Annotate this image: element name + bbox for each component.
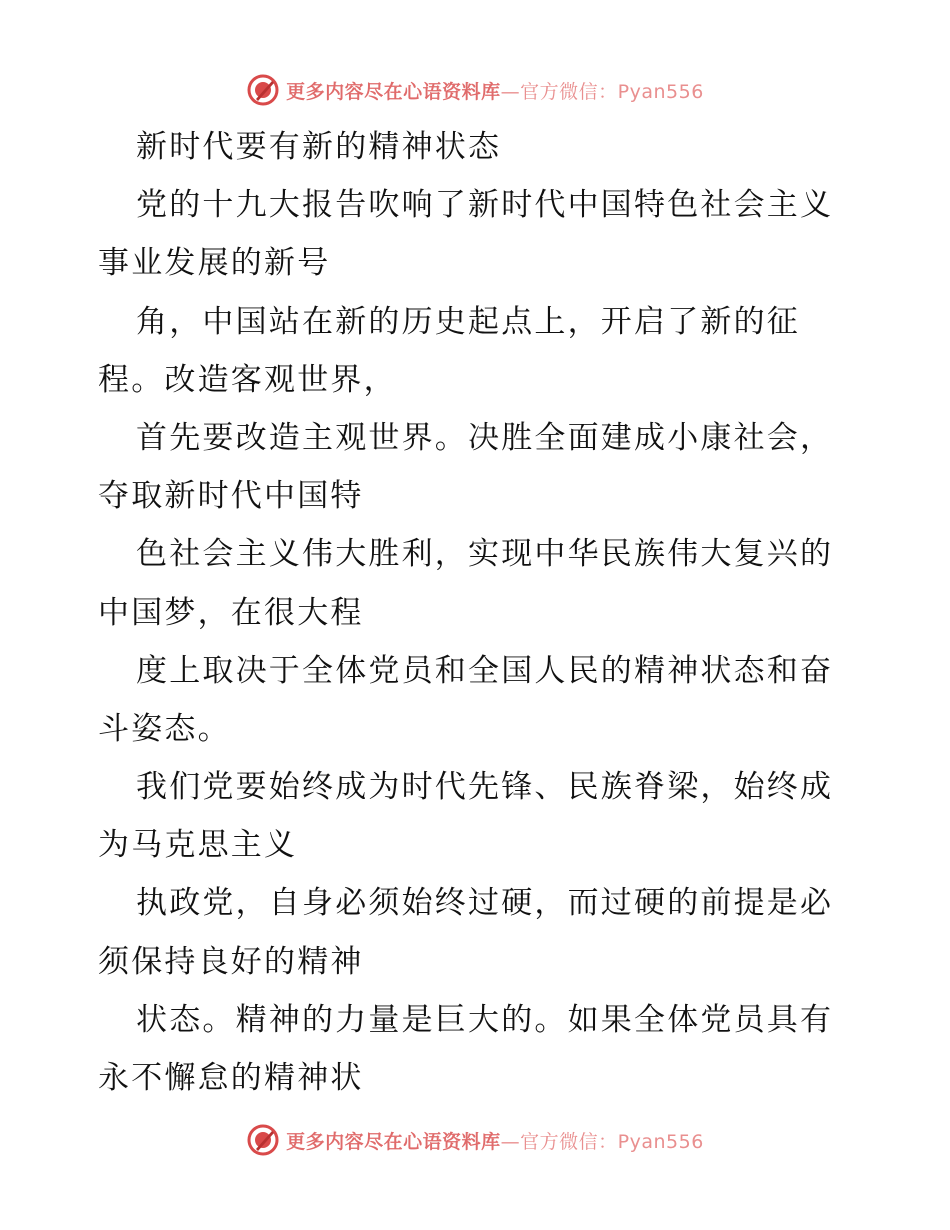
- red-quill-seal-icon: [246, 1123, 280, 1157]
- text-line: 斗姿态。: [98, 710, 231, 747]
- text-line: 色社会主义伟大胜利，实现中华民族伟大复兴的: [136, 536, 834, 573]
- text-line: 新时代要有新的精神状态: [136, 129, 502, 165]
- text-line: 党的十九大报告吹响了新时代中国特色社会主义: [136, 187, 834, 224]
- text-line: 角，中国站在新的历史起点上，开启了新的征: [136, 303, 800, 340]
- footer-watermark: [0, 1120, 950, 1160]
- text-line: 程。改造客观世界，: [98, 361, 397, 398]
- document-body: [98, 118, 858, 1107]
- text-line: 首先要改造主观世界。决胜全面建成小康社会，: [136, 419, 834, 456]
- text-line: 事业发展的新号: [98, 245, 331, 282]
- text-line: 我们党要始终成为时代先锋、民族脊梁，始终成: [136, 769, 834, 806]
- text-line: 为马克思主义: [98, 827, 298, 864]
- watermark-brand: 更多内容尽在心语资料库: [286, 80, 501, 103]
- watermark-suffix: —官方微信：Pyan556: [500, 1130, 704, 1153]
- text-line: 状态。精神的力量是巨大的。如果全体党员具有: [136, 1001, 834, 1038]
- text-line: 须保持良好的精神: [98, 943, 364, 980]
- text-line: 中国梦，在很大程: [98, 594, 364, 631]
- watermark-brand: 更多内容尽在心语资料库: [286, 1130, 501, 1153]
- text-line: 永不懈怠的精神状: [98, 1060, 364, 1096]
- text-line: 度上取决于全体党员和全国人民的精神状态和奋: [136, 652, 834, 689]
- watermark-suffix: —官方微信：Pyan556: [500, 80, 704, 103]
- red-quill-seal-icon: [246, 73, 280, 107]
- text-line: 执政党，自身必须始终过硬，而过硬的前提是必: [136, 885, 834, 922]
- header-watermark: [0, 70, 950, 110]
- text-line: 夺取新时代中国特: [98, 478, 364, 515]
